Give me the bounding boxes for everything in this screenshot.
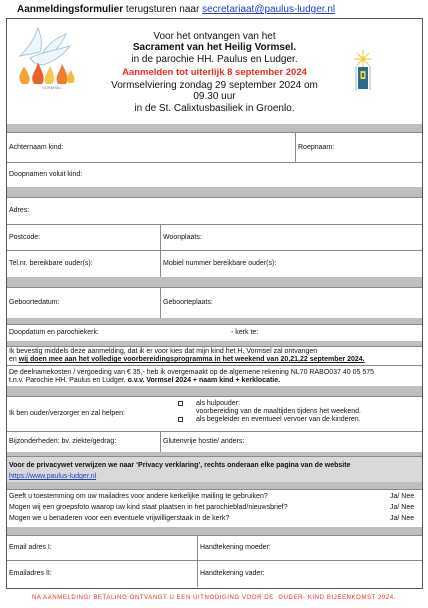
confirmation-text: Ik bevestig middels deze aanmelding, dat ik er voor kies dat mijn kind het H. Vormsel zal ontvangen [9,348,318,355]
consent-volunteer-question: Mogen we u benaderen voor een eventuele vrijwilligerstaak in de kerk? [9,515,230,522]
section-divider [7,527,422,535]
mother-signature-label: Handtekening moeder: [200,544,271,551]
confirmation-program-weekend: wij doen mee aan het volledige voorbereidingsprogramma in het weekend van 20,21,22 september 2024. [18,356,365,363]
return-instruction [17,4,335,16]
woonplaats-label: Woonplaats: [163,233,202,241]
achternaam-label: Achternaam kind: [9,143,64,151]
ceremony-time: 09.30 uur [193,91,236,102]
particulars-row [7,431,422,452]
doopdatum-label: Doopdatum en parochiekerk: [9,329,99,336]
confirmation-program [9,356,365,364]
helper-parent-option: als hulpouder: [196,400,240,407]
email2-field[interactable] [7,561,197,587]
consent-volunteer-answer[interactable]: Ja/ Nee [390,515,415,522]
invitation-notice: NA AANMELDING/ BETALING ONTVANGT U EEN UITNODIGING VOOR DE OUDER- KIND BIJEENKOMST 2024. [31,595,396,601]
geboorteplaats-field[interactable] [160,288,422,318]
postcode-field[interactable] [7,225,160,250]
birth-row [7,287,422,318]
payment-row [7,365,422,386]
address-row [7,197,422,224]
father-signature-field[interactable] [197,561,422,587]
consent-photo-answer[interactable]: Ja/ Nee [390,504,415,511]
roepnaam-label: Roepnaam: [298,143,335,151]
postcode-label: Postcode: [9,233,41,241]
roepnaam-field[interactable] [295,133,422,162]
ceremony-location: in de St. Calixtusbasiliek in Groenlo. [134,103,295,114]
baptism-row [7,324,422,341]
payment-reference-bold: o.v.v. Vormsel 2024 + naam kind + kerklocatie. [127,377,281,384]
section-divider [7,386,422,396]
section-divider [7,124,422,132]
email1-field[interactable] [7,536,197,560]
confirmation-row [7,346,422,365]
email1-label: Email adres I: [9,544,52,551]
section-divider [7,187,422,197]
telefoon-field[interactable] [7,251,160,277]
signature-row-father [7,560,422,587]
baptism-names-row [7,162,422,187]
adres-field[interactable] [7,198,422,224]
chaperone-option: als begeleider en eventueel vervoer van de kinderen. [196,416,361,423]
email2-label: Emailadres II: [9,570,52,577]
geboortedatum-field[interactable] [7,288,160,318]
header-parish: in de parochie HH. Paulus en Ludger. [131,54,298,65]
chaperone-checkbox[interactable] [178,417,183,422]
mobiel-label: Mobiel nummer bereikbare ouder(s): [163,260,277,267]
consent-questions [7,489,422,527]
payment-reference [9,377,280,385]
doopnamen-label: Doopnamen voluit kind: [9,171,83,178]
confirmation-program-start: en [9,356,17,363]
bijzonderheden-label: Bijzonderheden: bv. ziekte/gedrag: [9,438,117,445]
adres-label: Adres: [9,207,30,214]
signature-row-mother [7,535,422,560]
achternaam-field[interactable] [7,133,295,162]
help-label: Ik ben ouder/verzorger en zal helpen: [9,410,125,417]
secretariat-email-link[interactable]: secretariaat@paulus-ludger.nl [202,4,336,15]
payment-account-holder: t.n.v. Parochie HH. Paulus en Ludger. [9,377,126,384]
consent-mailing-question: Geeft u toestemming om uw mailadres voor andere kerkelijke mailing te gebruiken? [9,493,268,500]
form-title: Aanmeldingsformulier [17,4,124,15]
doopdatum-field[interactable] [7,325,229,341]
section-divider [7,277,422,287]
payment-text: De deelnamekosten / vergoeding van € 35,- heb ik overgemaakt op de algemene rekening NL70 RABO037 40 05 575 [9,369,375,376]
father-signature-label: Handtekening vader: [200,570,265,577]
telefoon-label: Tel.nr. bereikbare ouder(s): [9,260,93,267]
privacy-row [7,456,422,482]
section-divider [7,482,422,489]
consent-mailing-answer[interactable]: Ja/ Nee [390,493,415,500]
postcode-row [7,224,422,250]
header-intro: Voor het ontvangen van het [153,31,276,42]
phone-row [7,250,422,277]
name-row [7,132,422,162]
gluten-label: Glutenvrije hostie/ anders: [163,438,245,445]
geboorteplaats-label: Geboorteplaats: [163,299,213,306]
help-row [7,396,422,431]
mother-signature-field[interactable] [197,536,422,560]
helper-parent-detail: voorbereiding van de maaltijden tijdens het weekend. [196,408,361,415]
geboortedatum-label: Geboortedatum: [9,299,60,306]
logo-caption: VORMSEL [42,85,62,90]
mobiel-field[interactable] [160,251,422,277]
bijzonderheden-field[interactable] [7,432,160,452]
kerk-field[interactable] [229,325,422,341]
return-text: terugsturen naar [125,4,200,15]
consent-photo-question: Mogen wij een groepsfoto waarop uw kind staat plaatsen in het parochieblad/nieuwsbrief? [9,504,288,511]
kerk-label: - kerk te: [231,329,259,336]
helper-parent-checkbox[interactable] [178,401,183,406]
privacy-text: Voor de privacywet verwijzen we naar ‘Privacy verklaring’, rechts onderaan elke pagina van de website [9,462,351,469]
registration-deadline: Aanmelden tot uiterlijk 8 september 2024 [122,67,307,78]
doopnamen-field[interactable] [7,163,422,187]
ceremony-date: Vormselviering zondag 29 september 2024 om [111,80,318,91]
woonplaats-field[interactable] [160,225,422,250]
website-link[interactable]: https://www.paulus-ludger.nl [9,473,97,480]
gluten-field[interactable] [160,432,422,452]
header-sacrament: Sacrament van het Heilig Vormsel. [132,42,297,53]
